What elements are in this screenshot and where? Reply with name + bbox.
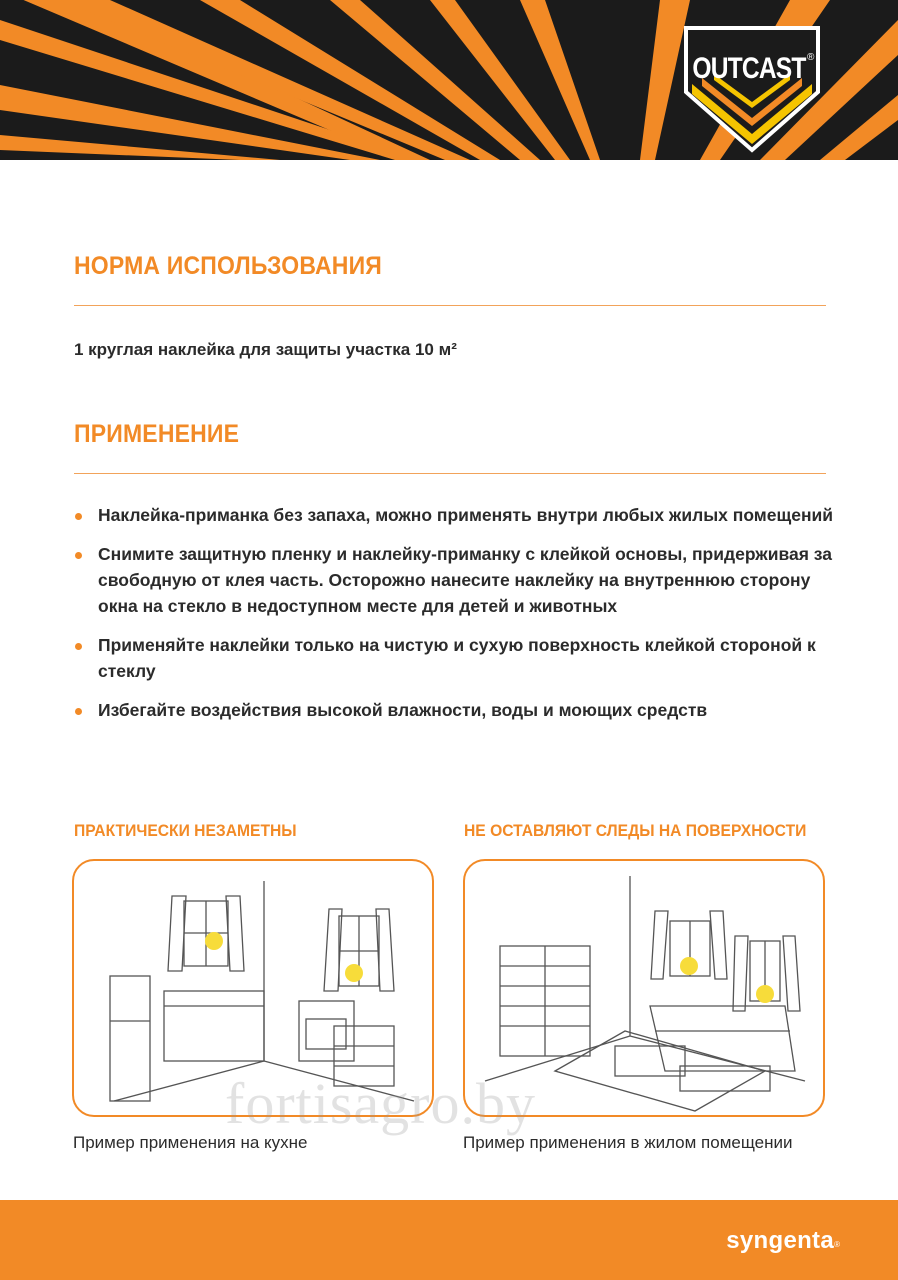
usage-text: 1 круглая наклейка для защиты участка 10 м² [74, 340, 457, 359]
logo-wordmark: OUTCAST [692, 52, 806, 85]
watermark: fortisagro.by [225, 1071, 536, 1136]
registered-mark: ® [834, 1240, 840, 1249]
list-item: Наклейка-приманка без запаха, можно применять внутри любых жилых помещений [74, 502, 834, 528]
sticker-marker [205, 932, 223, 950]
list-item: Применяйте наклейки только на чистую и сухую поверхность клейкой стороной к стеклу [74, 632, 834, 684]
list-item: Избегайте воздействия высокой влажности, воды и моющих средств [74, 697, 834, 723]
sticker-marker [756, 985, 774, 1003]
footer-bar [0, 1200, 898, 1280]
application-title: ПРИМЕНЕНИЕ [74, 420, 240, 448]
kitchen-caption: Пример применения на кухне [73, 1133, 308, 1152]
sticker-marker [345, 964, 363, 982]
usage-divider [74, 305, 826, 306]
living-room-heading: НЕ ОСТАВЛЯЮТ СЛЕДЫ НА ПОВЕРХНОСТИ [464, 821, 807, 840]
header-banner [0, 0, 898, 160]
kitchen-heading: ПРАКТИЧЕСКИ НЕЗАМЕТНЫ [74, 821, 297, 840]
syngenta-logo: syngenta [726, 1227, 834, 1254]
registered-mark: ® [807, 52, 815, 63]
application-divider [74, 473, 826, 474]
usage-title: НОРМА ИСПОЛЬЗОВАНИЯ [74, 252, 383, 280]
living-room-caption: Пример применения в жилом помещении [463, 1133, 793, 1152]
application-list [74, 502, 834, 723]
list-item: Снимите защитную пленку и наклейку-приманку с клейкой основы, придерживая за свободную от клея часть. Осторожно нанесите наклейку на внутреннюю сторону окна на стекло в недоступном месте для детей и животных [74, 541, 834, 619]
outcast-logo [680, 22, 830, 160]
sticker-marker [680, 957, 698, 975]
